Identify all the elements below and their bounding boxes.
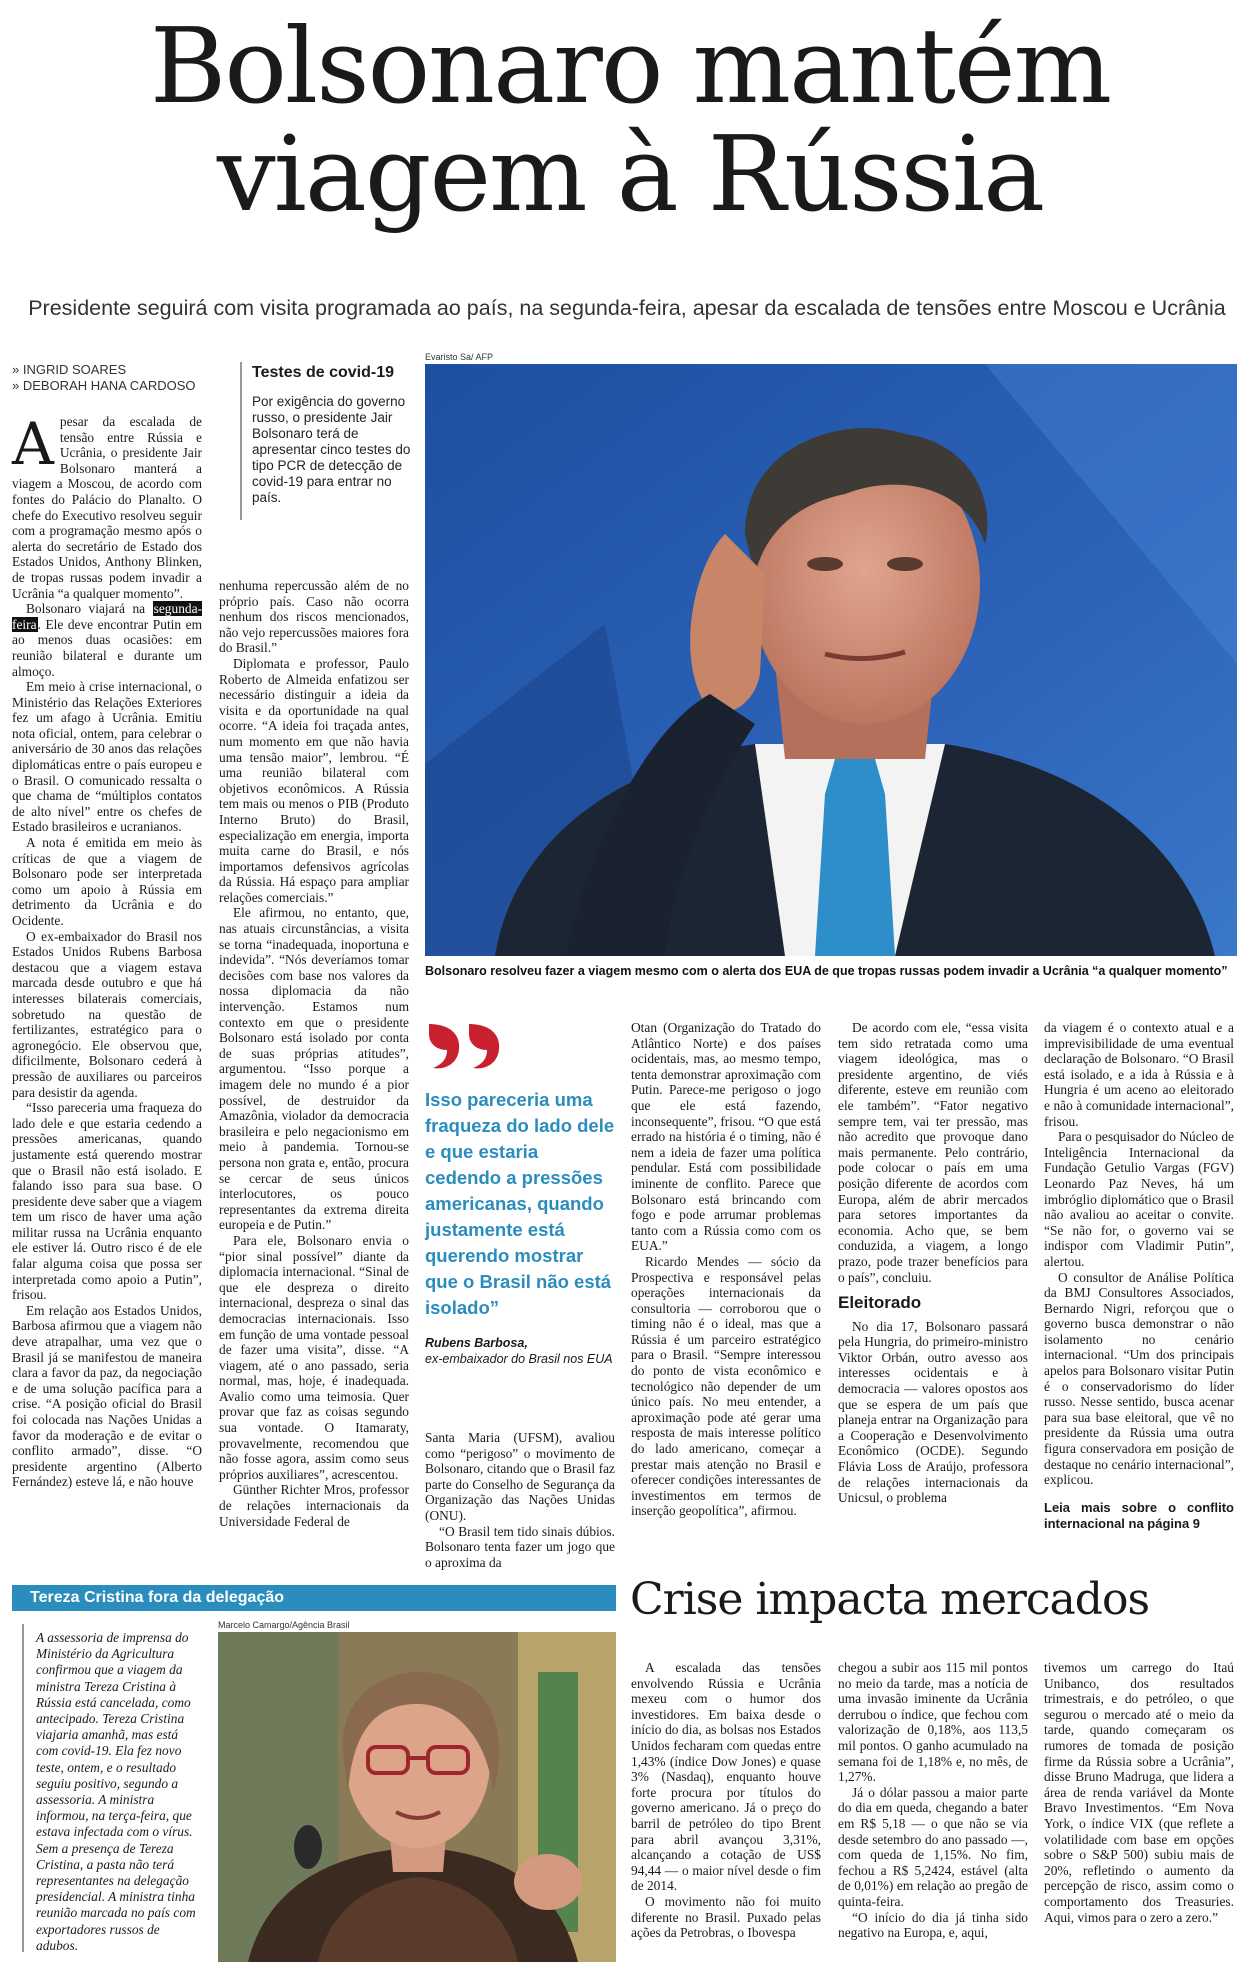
crise-col1-paragraph-2: O movimento não foi muito diferente no Brasil. Puxado pelas ações da Petrobras, o Ibovespa	[631, 1893, 821, 1941]
tereza-box-rule	[22, 1624, 24, 1952]
crise-column-2	[838, 1660, 1028, 1941]
covid-box-title: Testes de covid-19	[252, 364, 394, 381]
col5-paragraph-2: No dia 17, Bolsonaro passará pela Hungria, do primeiro-ministro Viktor Orbán, outro avesso aos interesses ocidentais e à democracia — valores opostos aos que se espera de um país que planeja entrar na Organização para a Cooperação e Desenvolvimento Econômico (OCDE). Segundo Flávia Loss de Araújo, professora de relações internacionais da Unicsul, o problema	[838, 1318, 1028, 1506]
pull-quote	[425, 1020, 615, 1367]
tereza-cristina-photo-illustration	[218, 1632, 616, 1962]
col4-paragraph-1: Otan (Organização do Tratado do Atlântico Norte) e dos países ocidentais, mas, ao mesmo tempo, tenta demonstrar aproximação com Putin. Parece-me perigoso o jogo que ele está fazendo, inconsequente”, frisou. “O que está errado na história é o timing, não é nem a ideia de fazer uma política pendular. Está com possibilidade iminente de conflito. Parece que Bolsonaro está brincando com fogo e pode arrumar problemas tanto com a Rússia como com os EUA.”	[631, 1020, 821, 1254]
article-column-6	[1044, 1020, 1234, 1532]
col4-paragraph-2: Ricardo Mendes — sócio da Prospectiva e responsável pelas operações internacionais da consultoria — corroborou que o timing não é o ideal, mas que a Rússia é um parceiro estratégico para o Brasil. “Sempre interessou do ponto de vista econômico e tecnológico não depender de um único país. No meu entender, a aproximação pode até gerar uma resposta de mais interesse político do lado americano, começar a prestar mais atenção no Brasil e oferecer condições interessantes de investimentos em termos de inserção geopolítica”, afirmou.	[631, 1253, 821, 1519]
tereza-photo-credit: Marcelo Camargo/Agência Brasil	[218, 1620, 350, 1630]
section-subhead-eleitorado: Eleitorado	[838, 1293, 922, 1313]
col6-paragraph-1: da viagem é o contexto atual e a imprevisibilidade de uma eventual declaração de Bolsonaro. “O Brasil está isolado, e a ida à Rússia e à Hungria é um aceno ao eleitorado e não à comunidade internacional”, frisou.	[1044, 1020, 1234, 1129]
col2-paragraph-4: Para ele, Bolsonaro envia o “pior sinal possível” diante da diplomacia internacional. “Sinal de que ele despreza o direito internacional, despreza o sinal das democracias internacionais. Isso em função de uma vontade pessoal de fazer uma visita”, disse. “A viagem, até o ano passado, seria normal, mas, hoje, é inadequada. Avalio como uma teimosia. Quer provar que faz as coisas segundo sua vontade. O Itamaraty, provavelmente, recomendou que não fosse agora, assim como seus próprios auxiliares”, acrescentou.	[219, 1232, 409, 1482]
article-column-4	[631, 1020, 821, 1519]
crise-headline: Crise impacta mercados	[630, 1574, 1150, 1625]
article-column-5	[838, 1020, 1028, 1506]
col5-paragraph-1: De acordo com ele, “essa visita tem sido retratada como uma viagem ideológica, mas o presidente argentino, de viés diferente, esteve em reunião com ele também”. “Fator negativo sempre tem, vai ter pressão, mas não acredito que provoque dano mais permanente. Pelo contrário, pode colocar o país em uma posição diferente de acordos com Europa, além de abrir mercados para setores importantes da economia. Acho que, se bem conduzida, a viagem, a longo prazo, pode trazer benefícios para o país”, concluiu.	[838, 1020, 1028, 1285]
article-column-3	[425, 1430, 615, 1570]
pull-quote-text: Isso pareceria uma fraqueza do lado dele e que estaria cedendo a pressões americanas, quando justamente está querendo mostrar que o Brasil não está isolado”	[425, 1089, 615, 1318]
pull-quote-role: ex-embaixador do Brasil nos EUA	[425, 1352, 613, 1366]
covid-box-rule	[240, 362, 242, 520]
covid-box	[252, 364, 422, 506]
covid-box-text: Por exigência do governo russo, o presidente Jair Bolsonaro terá de apresentar cinco testes do tipo PCR de detecção de covid-19 para entrar no país.	[252, 394, 411, 505]
headline-line-2: viagem à Rússia	[216, 113, 1044, 235]
col1-paragraph-2: Bolsonaro viajará na segunda-feira. Ele deve encontrar Putin em ao menos duas ocasiões: em reunião bilateral e durante um almoço.	[12, 601, 202, 679]
headline-line-1: Bolsonaro mantém	[149, 5, 1111, 127]
leia-mais-link[interactable]: Leia mais sobre o conflito internacional na página 9	[1044, 1499, 1234, 1531]
col2-paragraph-1: nenhuma repercussão além de no próprio país. Caso não ocorra nenhum dos riscos mencionados, não vejo repercussões maiores fora do Brasil.”	[219, 578, 409, 656]
crise-column-1	[631, 1660, 821, 1941]
tereza-box-text: A assessoria de imprensa do Ministério da Agricultura confirmou que a viagem da ministra Tereza Cristina à Rússia está cancelada, como antecipado. Tereza Cristina viajaria amanhã, mas está com covid-19. Ela fez novo teste, ontem, e o resultado seguiu positivo, segundo a assessoria. A ministra informou, na terça-feira, que estava infectada com o vírus. Sem a presença de Tereza Cristina, a pasta não terá representantes na delegação presidencial. A ministra tinha reunião marcada no país com exportadores russos de adubos.	[36, 1630, 196, 1953]
bolsonaro-photo-illustration	[425, 364, 1237, 956]
main-photo-credit: Evaristo Sa/ AFP	[425, 352, 494, 362]
main-photo	[425, 364, 1237, 956]
col3-paragraph-1: Santa Maria (UFSM), avaliou como “perigoso” o movimento de Bolsonaro, citando que o Brasil faz parte do Conselho de Segurança da Organização das Nações Unidas (ONU).	[425, 1430, 615, 1523]
crise-col1-paragraph-1: A escalada das tensões envolvendo Rússia e Ucrânia mexeu com o humor dos investidores. Em baixa desde o início do dia, as bolsas nos Estados Unidos fecharam com quedas entre 1,43% (índice Dow Jones) e quase 3% (Nasdaq), enquanto houve forte procura por títulos do governo americano. Já o preço do barril de petróleo do tipo Brent para abril avançou 3,31%, alcançando a cotação de US$ 94,44 — o maior nível desde o fim de 2014.	[631, 1660, 821, 1894]
article-column-1	[12, 410, 202, 1490]
col2-paragraph-2: Diplomata e professor, Paulo Roberto de Almeida enfatizou ser necessário distinguir a ideia da visita e da oportunidade na qual ocorre. “A ideia foi traçada antes, num momento em que não havia uma tensão maior”, lembrou. “É uma reunião bilateral com objetivos econômicos. A Rússia tem mais ou menos o PIB (Produto Interno Bruto) do Brasil, especialização em energia, importa muita carne do Brasil, e nós importamos defensivos agrícolas da Rússia. Há espaço para ampliar relações comerciais.”	[219, 655, 409, 905]
crise-col2-paragraph-2: Já o dólar passou a maior parte do dia em queda, chegando a bater em R$ 5,18 — o que não se via desde setembro do ano passado —, com queda de 1,15%. No fim, fechou a R$ 5,2424, estável (alta de 0,01%) em relação ao pregão de quinta-feira.	[838, 1784, 1028, 1909]
crise-col3-paragraph-1: tivemos um carrego do Itaú Unibanco, dos resultados trimestrais, e do petróleo, o que segurou o mercado até o meio da tarde, quando começaram os rumores de tomada de posição firme da Rússia sobre a Ucrânia”, disse Bruno Madruga, que lidera a área de renda variável da Monte Bravo Investimentos. “Em Nova York, o índice VIX (que reflete a volatilidade com base em opções sobre o S&P 500) subiu mais de 20%, refletindo o aumento da percepção de risco, assim como o comportamento dos Treasuries. Aqui, vimos para o zero a zero.”	[1044, 1660, 1234, 1925]
headline	[40, 5, 1220, 235]
col1-paragraph-1: Apesar da escalada de tensão entre Rússia e Ucrânia, o presidente Jair Bolsonaro manterá a viagem a Moscou, de acordo com fontes do Palácio do Planalto. O chefe do Executivo resolveu seguir com a programação mesmo após o alerta do secretário de Estado dos Estados Unidos, Anthony Blinken, de tropas russas podem invadir a Ucrânia “a qualquer momento”.	[12, 410, 202, 601]
col2-paragraph-5: Günther Richter Mros, professor de relações internacionais da Universidade Federal de	[219, 1482, 409, 1529]
col2-paragraph-3: Ele afirmou, no entanto, que, nas atuais circunstâncias, a visita se torna “inadequada, inoportuna e indevida”. “Nós deveríamos tomar decisões com base nos valores da nossa diplomacia da não intervenção. Estamos num contexto em que o presidente Bolsonaro está isolado por conta de suas próprias atitudes”, argumentou. “Isso porque a imagem dele no mundo é a pior possível, de destruidor da Amazônia, violador da democracia brasileira e pelo negacionismo em meio à pandemia. Tornou-se persona non grata e, então, procura se cercar de seus únicos interlocutores, os pouco representantes da extrema direita europeia e de Putin.”	[219, 905, 409, 1233]
col1-paragraph-6: “Isso pareceria uma fraqueza do lado dele e que estaria cedendo a pressões americanas, quando justamente está querendo mostrar que o Brasil não está isolado. E falando isso para sua base. O presidente deve saber que a viagem tem um risco de haver uma ação militar russa na Ucrânia enquanto ele estiver lá. Outro risco é de ele falar alguma coisa que possa ser interpretada como apoio a Putin”, frisou.	[12, 1100, 202, 1303]
col1-paragraph-5: O ex-embaixador do Brasil nos Estados Unidos Rubens Barbosa destacou que a viagem estava marcada desde outubro e que há interesses bilaterais comerciais, sobretudo na questão de fertilizantes, estratégico para o agronegócio. Ele observou que, dificilmente, Bolsonaro cederá à pressão de auxiliares ou parceiros para desistir da agenda.	[12, 928, 202, 1100]
bylines	[12, 362, 196, 394]
byline-1: » INGRID SOARES	[12, 362, 127, 377]
main-photo-caption: Bolsonaro resolveu fazer a viagem mesmo com o alerta dos EUA de que tropas russas podem invadir a Ucrânia “a qualquer momento”	[425, 964, 1228, 978]
dropcap: A	[12, 410, 54, 478]
subheadline: Presidente seguirá com visita programada ao país, na segunda-feira, apesar da escalada de tensões entre Moscou e Ucrânia	[28, 296, 1226, 320]
col1-paragraph-4: A nota é emitida em meio às críticas de que a viagem de Bolsonaro pode ser interpretada como um apoio à Rússia em detrimento da Ucrânia e do Ocidente.	[12, 835, 202, 928]
pull-quote-attribution	[425, 1335, 615, 1367]
quote-mark-icon	[425, 1020, 505, 1072]
crise-column-3	[1044, 1660, 1234, 1925]
crise-col2-paragraph-1: chegou a subir aos 115 mil pontos no meio da tarde, mas a notícia de uma invasão iminente da Ucrânia derrubou o índice, que fechou com valorização de 0,18%, aos 113,5 mil pontos. O ganho acumulado na semana foi de 1,18% e, no mês, de 1,27%.	[838, 1660, 1028, 1785]
tereza-box-title: Tereza Cristina fora da delegação	[30, 1589, 285, 1606]
col1-paragraph-7: Em relação aos Estados Unidos, Barbosa afirmou que a viagem não deve atrapalhar, uma vez que o Brasil já se manifestou de maneira clara a favor da paz, da negociação e de uma solução pacífica para a crise. “A posição oficial do Brasil foi colocada nas Nações Unidas a favor da moderação e de evitar o conflito armado”, disse. “O presidente argentino (Alberto Fernández) esteve lá, e não houve	[12, 1302, 202, 1490]
article-column-2	[219, 578, 409, 1529]
col6-paragraph-2: Para o pesquisador do Núcleo de Inteligência Internacional da Fundação Getulio Vargas (FGV) Leonardo Paz Neves, há um imbróglio diplomático que o Brasil não avaliou ao aceitar o convite. “Se não for, o governo vai se indispor com Vladimir Putin”, alertou.	[1044, 1129, 1234, 1269]
crise-col2-paragraph-3: “O início do dia já tinha sido negativo na Europa, e, aqui,	[838, 1909, 1028, 1941]
col3-paragraph-2: “O Brasil tem tido sinais dúbios. Bolsonaro tenta fazer um jogo que o aproxima da	[425, 1523, 615, 1570]
highlighted-date: segunda-feira	[12, 601, 202, 632]
byline-2: » DEBORAH HANA CARDOSO	[12, 378, 196, 393]
pull-quote-name: Rubens Barbosa,	[425, 1336, 528, 1350]
tereza-photo	[218, 1632, 616, 1962]
col6-paragraph-3: O consultor de Análise Política da BMJ Consultores Associados, Bernardo Nigri, reforçou que o governo busca demonstrar o não isolamento no cenário internacional. “Um dos principais apelos para Bolsonaro visitar Putin é o conservadorismo do líder russo. Nesse sentido, busca acenar para sua base eleitoral, que vê no presidente da Rússia uma outra figura conservadora em posição de destaque no cenário internacional”, explicou.	[1044, 1269, 1234, 1488]
col1-paragraph-3: Em meio à crise internacional, o Ministério das Relações Exteriores fez um afago à Ucrânia. Emitiu nota oficial, ontem, para celebrar o aniversário de 30 anos das relações diplomáticas entre o país europeu e o Brasil. O comunicado ressalta o que chama de “múltiplos contatos de alto nível” entre os chefes de Estado brasileiros e ucranianos.	[12, 679, 202, 835]
